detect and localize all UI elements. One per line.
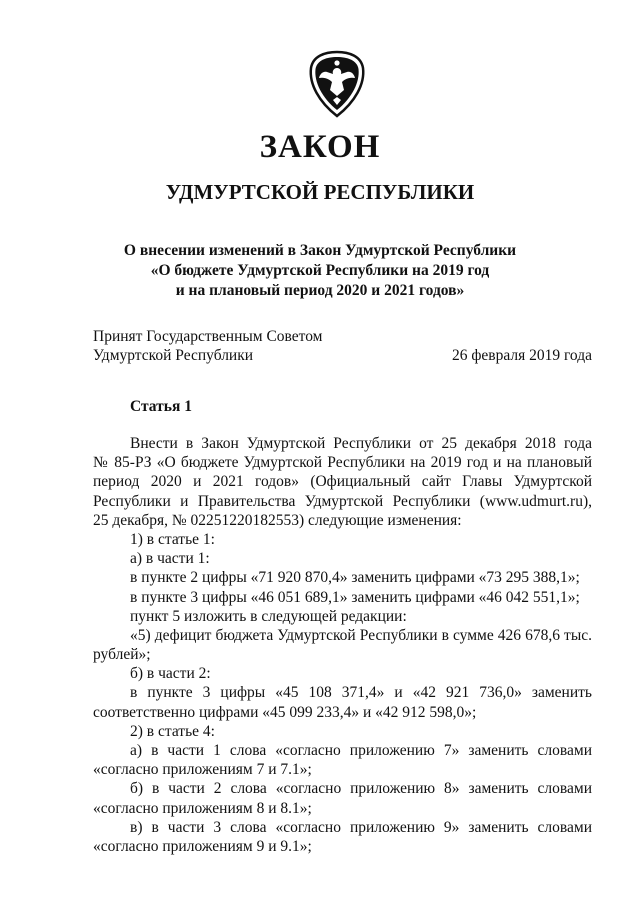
article-line: а) в части 1: <box>130 550 210 568</box>
law-name-line: и на плановый период 2020 и 2021 годов» <box>175 282 465 299</box>
article-line: Республики и Правительства Удмуртской Республики (www.udmurt.ru), <box>93 492 592 510</box>
article-line: «согласно приложениям 7 и 7.1»; <box>93 761 312 779</box>
article-line: 25 декабря, № 02251220182553) следующие изменения: <box>93 511 462 529</box>
adoption-block <box>93 327 323 365</box>
article-line: соответственно цифрами «45 099 233,4» и «42 912 598,0»; <box>93 703 477 721</box>
article-line: период 2020 и 2021 годов» (Официальный сайт Главы Удмуртской <box>93 473 592 491</box>
law-name-line: «О бюджете Удмуртской Республики на 2019 год <box>150 262 490 279</box>
law-name <box>0 241 640 301</box>
article-line: рублей»; <box>93 646 151 664</box>
article-line: 2) в статье 4: <box>130 722 215 740</box>
adoption-date: 26 февраля 2019 года <box>451 347 592 364</box>
law-title: ЗАКОН <box>259 129 381 165</box>
article-line: «согласно приложениям 9 и 9.1»; <box>93 837 312 855</box>
adoption-line: Принят Государственным Советом <box>93 328 323 345</box>
article-line: № 85-РЗ «О бюджете Удмуртской Республики на 2019 год и на плановый <box>93 454 592 472</box>
article-line: Внести в Закон Удмуртской Республики от 25 декабря 2018 года <box>130 435 592 452</box>
article-line: в пункте 3 цифры «46 051 689,1» заменить цифрами «46 042 551,1»; <box>130 588 580 606</box>
article-line: в) в части 3 слова «согласно приложению 9» заменить словами <box>130 818 592 836</box>
article-heading: Статья 1 <box>130 398 192 415</box>
article-line: пункт 5 изложить в следующей редакции: <box>130 607 407 625</box>
article-line: б) в части 2: <box>130 665 211 683</box>
coat-of-arms-icon <box>305 50 369 120</box>
law-subtitle: УДМУРТСКОЙ РЕСПУБЛИКИ <box>165 180 475 204</box>
article-line: б) в части 2 слова «согласно приложению 8» заменить словами <box>130 780 592 798</box>
law-name-line: О внесении изменений в Закон Удмуртской Республики <box>123 242 517 259</box>
article-line: 1) в статье 1: <box>130 530 215 548</box>
article-line: а) в части 1 слова «согласно приложению 7» заменить словами <box>130 742 592 759</box>
article-line: в пункте 2 цифры «71 920 870,4» заменить цифрами «73 295 388,1»; <box>130 569 580 587</box>
article-line: «согласно приложениям 8 и 8.1»; <box>93 799 312 817</box>
article-line: «5) дефицит бюджета Удмуртской Республики в сумме 426 678,6 тыс. <box>130 626 592 644</box>
article-body <box>93 434 592 856</box>
article-line: в пункте 3 цифры «45 108 371,4» и «42 921 736,0» заменить <box>130 684 592 702</box>
adoption-line: Удмуртской Республики <box>93 347 254 364</box>
